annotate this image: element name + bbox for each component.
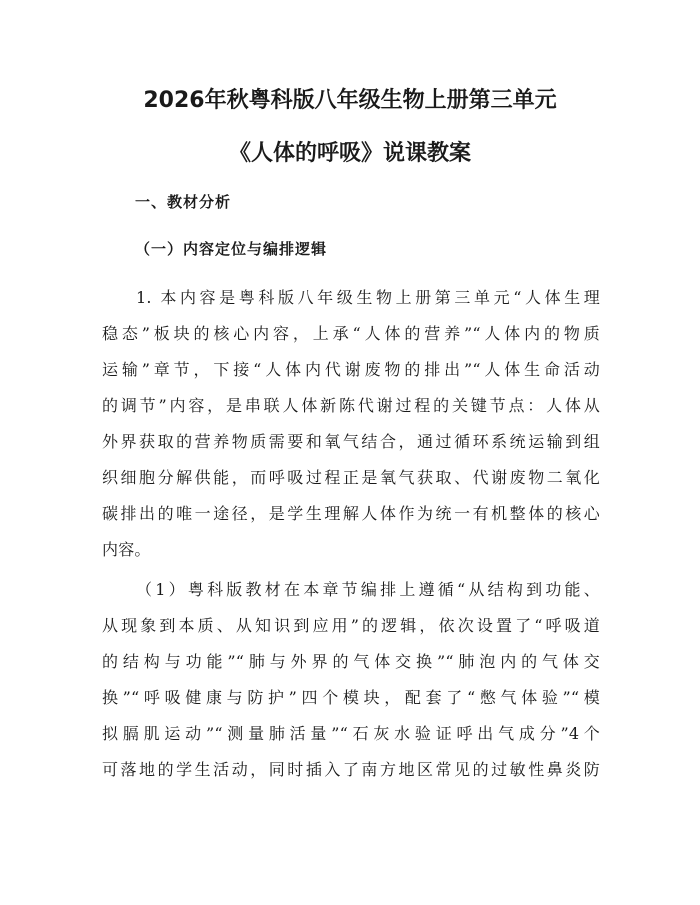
paragraph-line: 可落地的学生活动，同时插入了南方地区常见的过敏性鼻炎防	[102, 760, 600, 779]
paragraph-line: 1. 本内容是粤科版八年级生物上册第三单元“人体生理	[136, 288, 600, 307]
paragraph-line: 稳态”板块的核心内容，上承“人体的营养”“人体内的物质	[102, 324, 600, 343]
paragraph-line: 外界获取的营养物质需要和氧气结合，通过循环系统运输到组	[102, 432, 600, 451]
document-title-line1: 2026年秋粤科版八年级生物上册第三单元	[143, 88, 557, 113]
paragraph-line: 拟膈肌运动”“测量肺活量”“石灰水验证呼出气成分”4个	[102, 724, 600, 743]
paragraph-line: 织细胞分解供能，而呼吸过程正是氧气获取、代谢废物二氧化	[102, 468, 600, 487]
paragraph-line: 的调节”内容，是串联人体新陈代谢过程的关键节点：人体从	[102, 396, 600, 415]
paragraph-line: 碳排出的唯一途径，是学生理解人体作为统一有机整体的核心	[102, 504, 600, 523]
document-title-line2: 《人体的呼吸》说课教案	[228, 141, 471, 166]
paragraph-line: 从现象到本质、从知识到应用”的逻辑，依次设置了“呼吸道	[102, 616, 600, 635]
paragraph-editing-logic	[102, 572, 600, 788]
paragraph-line: 换”“呼吸健康与防护”四个模块，配套了“憋气体验”“模	[102, 688, 600, 707]
subsection-heading-content-positioning: （一）内容定位与编排逻辑	[135, 240, 328, 258]
paragraph-line: 内容。	[102, 540, 151, 559]
paragraph-content-positioning	[102, 280, 600, 568]
paragraph-line: （1）粤科版教材在本章节编排上遵循“从结构到功能、	[136, 580, 600, 599]
paragraph-line: 运输”章节，下接“人体内代谢废物的排出”“人体生命活动	[102, 360, 600, 379]
section-heading-textbook-analysis: 一、教材分析	[135, 193, 232, 211]
paragraph-line: 的结构与功能”“肺与外界的气体交换”“肺泡内的气体交	[102, 652, 600, 671]
